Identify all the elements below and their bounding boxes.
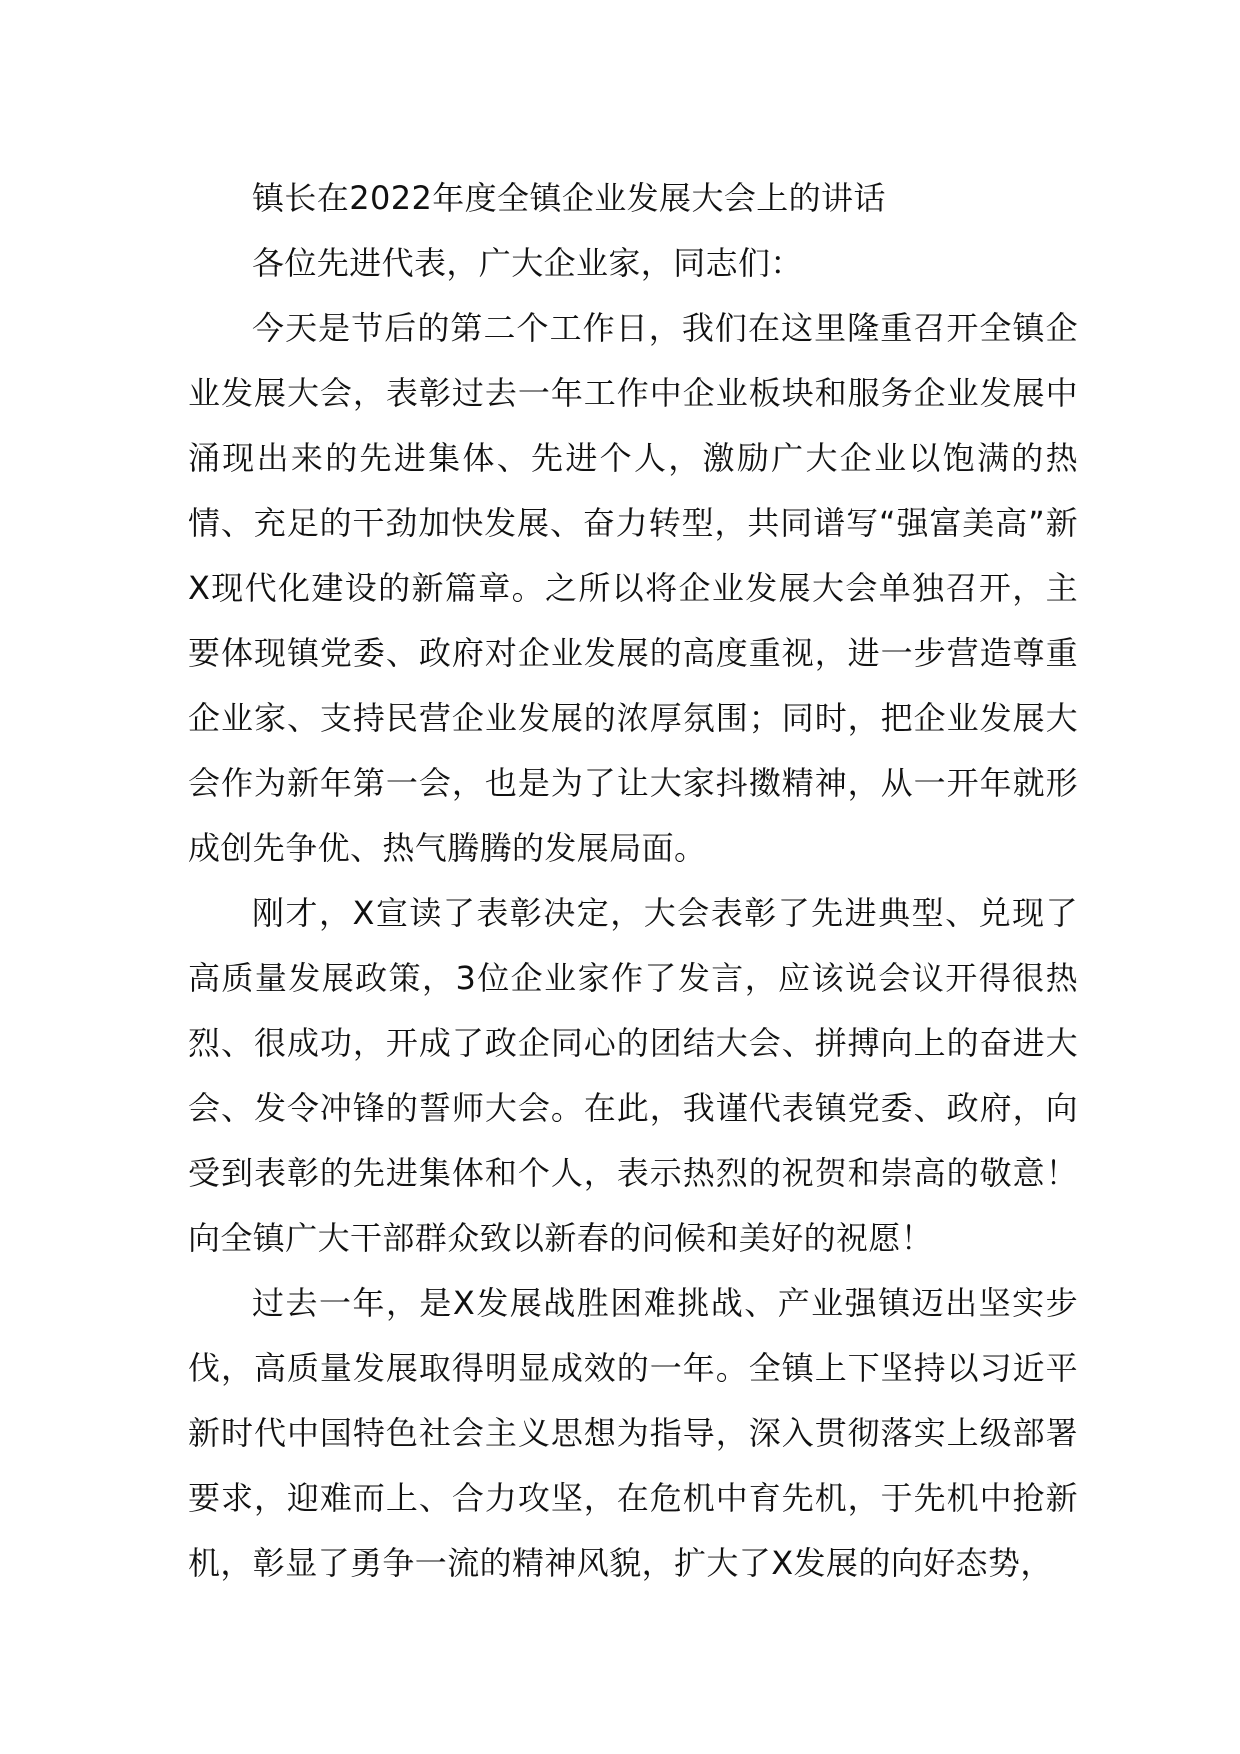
paragraph-2: 刚才，X宣读了表彰决定，大会表彰了先进典型、兑现了高质量发展政策，3位企业家作了发言，应该说会议开得很热烈、很成功，开成了政企同心的团结大会、拼搏向上的奋进大会、发令冲锋的誓师大会。在此，我谨代表镇党委、政府，向受到表彰的先进集体和个人，表示热烈的祝贺和崇高的敬意！向全镇广大干部群众致以新春的问候和美好的祝愿！	[188, 894, 1078, 1257]
salutation: 各位先进代表，广大企业家，同志们：	[252, 244, 803, 282]
paragraph-3: 过去一年，是X发展战胜困难挑战、产业强镇迈出坚实步伐，高质量发展取得明显成效的一年。全镇上下坚持以习近平新时代中国特色社会主义思想为指导，深入贯彻落实上级部署要求，迎难而上、合力攻坚，在危机中育先机，于先机中抢新机，彰显了勇争一流的精神风貌，扩大了X发展的向好态势，	[188, 1284, 1078, 1582]
document-body	[188, 166, 1078, 1596]
document-title: 镇长在2022年度全镇企业发展大会上的讲话	[252, 179, 886, 217]
paragraph-1: 今天是节后的第二个工作日，我们在这里隆重召开全镇企业发展大会，表彰过去一年工作中企业板块和服务企业发展中涌现出来的先进集体、先进个人，激励广大企业以饱满的热情、充足的干劲加快发展、奋力转型，共同谱写“强富美高”新X现代化建设的新篇章。之所以将企业发展大会单独召开，主要体现镇党委、政府对企业发展的高度重视，进一步营造尊重企业家、支持民营企业发展的浓厚氛围；同时，把企业发展大会作为新年第一会，也是为了让大家抖擞精神，从一开年就形成创先争优、热气腾腾的发展局面。	[188, 309, 1078, 867]
